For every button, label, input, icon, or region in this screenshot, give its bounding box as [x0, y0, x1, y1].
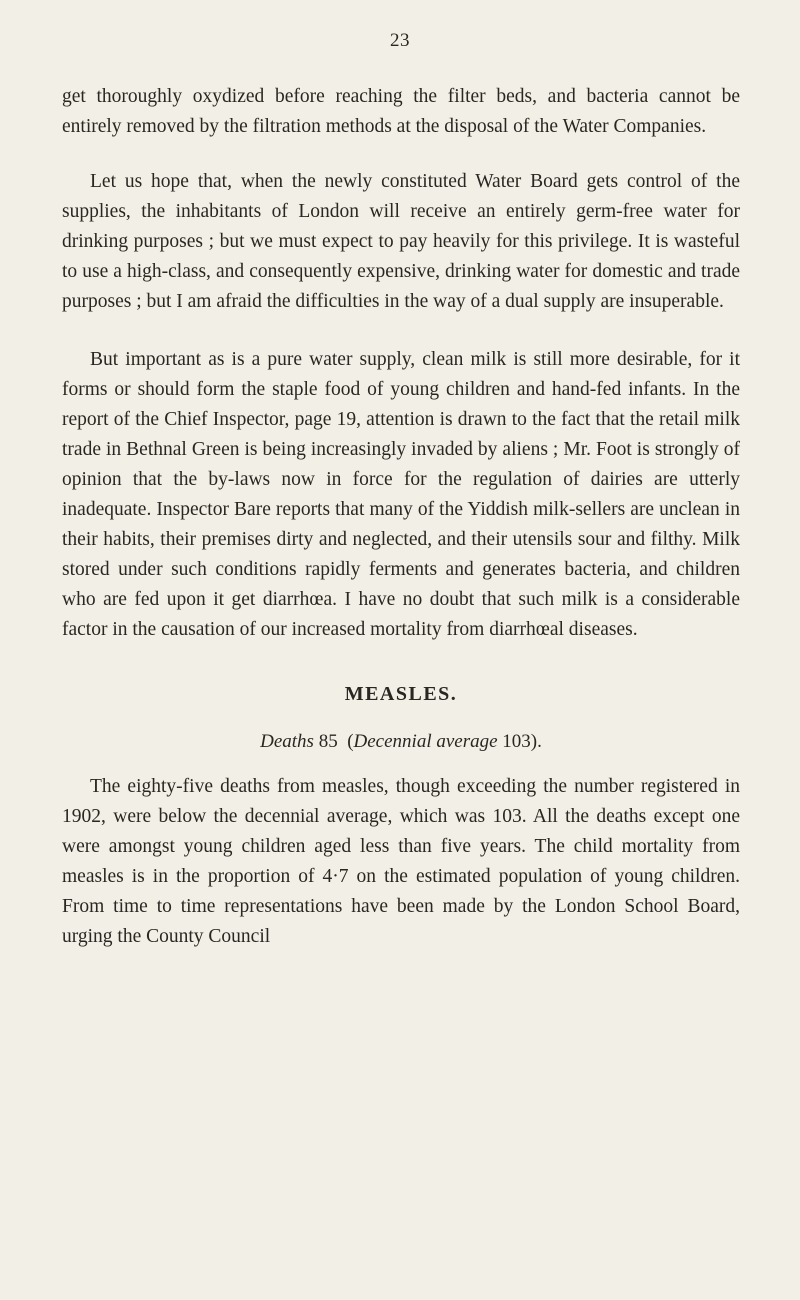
paragraph-water-filtration: get thoroughly oxydized before reaching the filter beds, and bacteria cannot be entirely removed by the filtration methods at the disposal of the Water Companies. — [62, 86, 740, 137]
paragraph-clean-milk: But important as is a pure water supply, clean milk is still more desirable, for it forms or should form the staple food of young children and hand-fed infants. In the report of the Chief Inspector, page 19, attention is drawn to the fact that the retail milk trade in Bethnal Green is being increasingly invaded by aliens ; Mr. Foot is strongly of opinion that the by-laws now in force for the regulation of dairies are utterly inadequate. Inspector Bare reports that many of the Yiddish milk-sellers are unclean in their habits, their premises dirty and neglected, and their utensils sour and filthy. Milk stored under such conditions rapidly ferments and generates bacteria, and children who are fed upon it get diarrhœa. I have no doubt that such milk is a considerable factor in the causation of our increased mortality from diarrhœal diseases. — [62, 349, 740, 640]
paragraph-water-board: Let us hope that, when the newly constituted Water Board gets control of the supplies, the inhabitants of London will receive an entirely germ-free water for drinking purposes ; but we must expect to pay heavily for this privilege. It is wasteful to use a high-class, and consequently expensive, drinking water for domestic and trade purposes ; but I am afraid the difficulties in the way of a dual supply are insuperable. — [62, 171, 740, 312]
decennial-average-value: 103). — [502, 731, 542, 752]
open-paren: ( — [347, 731, 354, 752]
page-number: 23 — [390, 30, 410, 51]
paragraph-measles: The eighty-five deaths from measles, though exceeding the number registered in 1902, were below the decennial average, which was 103. All the deaths except one were amongst young children aged less than five years. The child mortality from measles is in the proportion of 4·7 on the estimated population of young children. From time to time representations have been made by the London School Board, urging the County Council — [62, 776, 740, 947]
decennial-average-label: Decennial average — [353, 731, 498, 752]
measles-deaths-summary — [62, 727, 740, 757]
deaths-value: 85 — [318, 731, 338, 752]
body-text — [62, 82, 740, 952]
deaths-label: Deaths — [260, 731, 314, 752]
section-heading-measles: MEASLES. — [344, 683, 458, 705]
